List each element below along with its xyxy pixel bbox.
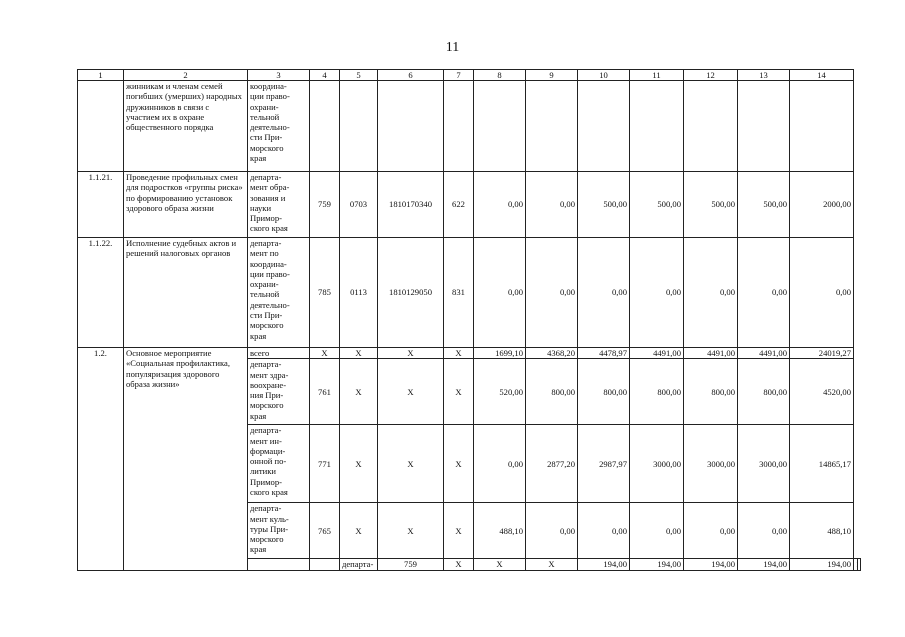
- value-cell: Х: [378, 425, 444, 503]
- value-cell: Х: [378, 503, 444, 559]
- responsible-cell: [340, 559, 378, 570]
- row-name-cell: Основное мероприятие «Социальная профилактика, популяризация здорового образа жизни»: [124, 348, 248, 571]
- column-header: 9: [526, 70, 578, 81]
- row-id-cell: 1.1.22.: [78, 238, 124, 348]
- responsible-line: охрани-: [250, 279, 279, 290]
- value-cell: 0,00: [684, 238, 738, 348]
- responsible-line: науки: [250, 202, 272, 213]
- value-cell: 2987,97: [578, 425, 630, 503]
- value-cell: [474, 81, 526, 172]
- row-id-cell: 1.2.: [78, 348, 124, 571]
- value-cell: Х: [340, 348, 378, 359]
- responsible-line: литики: [250, 466, 277, 477]
- value-cell: Х: [444, 503, 474, 559]
- responsible-line: воохране-: [250, 379, 287, 390]
- row-id-cell: [248, 559, 310, 570]
- responsible-line: департа-: [250, 425, 282, 436]
- responsible-line: тельной: [250, 289, 280, 300]
- value-cell: 0,00: [630, 238, 684, 348]
- value-cell: 761: [310, 359, 340, 425]
- value-cell: 0,00: [738, 503, 790, 559]
- value-cell: 0113: [340, 238, 378, 348]
- responsible-line: деятельно-: [250, 299, 290, 310]
- row-id-cell: 1.1.21.: [78, 172, 124, 238]
- page-number: 11: [445, 40, 460, 55]
- value-cell: Х: [340, 425, 378, 503]
- value-cell: 488,10: [790, 503, 854, 559]
- column-header: 11: [630, 70, 684, 81]
- value-cell: 194,00: [738, 559, 790, 570]
- value-cell: [738, 81, 790, 172]
- value-cell: 622: [444, 172, 474, 238]
- value-cell: 0,00: [684, 503, 738, 559]
- value-cell: Х: [444, 559, 474, 570]
- responsible-line: координа-: [250, 258, 287, 269]
- responsible-line: Примор-: [250, 476, 282, 487]
- value-cell: Х: [310, 348, 340, 359]
- column-header: 14: [790, 70, 854, 81]
- table-row: [78, 238, 861, 348]
- responsible-cell: [248, 81, 310, 172]
- value-cell: 194,00: [790, 559, 854, 570]
- value-cell: Х: [340, 359, 378, 425]
- value-cell: 800,00: [738, 359, 790, 425]
- value-cell: Х: [444, 359, 474, 425]
- value-cell: 520,00: [474, 359, 526, 425]
- responsible-line: тельной: [250, 111, 280, 122]
- table-row: [78, 81, 861, 172]
- value-cell: 785: [310, 238, 340, 348]
- responsible-line: края: [250, 544, 267, 555]
- value-cell: 1699,10: [474, 348, 526, 359]
- value-cell: 0,00: [474, 425, 526, 503]
- column-header: 12: [684, 70, 738, 81]
- responsible-cell: [248, 425, 310, 503]
- value-cell: 500,00: [684, 172, 738, 238]
- row-name-cell: [310, 559, 340, 570]
- value-cell: [790, 81, 854, 172]
- responsible-line: деятельно-: [250, 122, 290, 133]
- responsible-line: ции право-: [250, 268, 290, 279]
- value-cell: 1810170340: [378, 172, 444, 238]
- responsible-line: мент ин-: [250, 435, 282, 446]
- responsible-line: всего: [250, 348, 270, 358]
- value-cell: 0,00: [578, 238, 630, 348]
- column-header: 7: [444, 70, 474, 81]
- value-cell: 24019,27: [790, 348, 854, 359]
- value-cell: Х: [340, 503, 378, 559]
- value-cell: 831: [444, 238, 474, 348]
- responsible-line: края: [250, 330, 267, 341]
- value-cell: 0,00: [738, 238, 790, 348]
- value-cell: [444, 81, 474, 172]
- value-cell: 194,00: [684, 559, 738, 570]
- column-header: 1: [78, 70, 124, 81]
- responsible-line: департа-: [250, 503, 282, 514]
- responsible-line: ского края: [250, 223, 288, 234]
- value-cell: 0,00: [630, 503, 684, 559]
- column-header: 3: [248, 70, 310, 81]
- responsible-line: края: [250, 153, 267, 164]
- responsible-line: сти При-: [250, 310, 283, 321]
- value-cell: 0,00: [526, 503, 578, 559]
- value-cell: 759: [310, 172, 340, 238]
- column-header: 8: [474, 70, 526, 81]
- responsible-line: туры При-: [250, 523, 289, 534]
- value-cell: 2877,20: [526, 425, 578, 503]
- value-cell: 765: [310, 503, 340, 559]
- value-cell: [630, 81, 684, 172]
- responsible-line: департа-: [342, 559, 374, 570]
- value-cell: 0,00: [526, 172, 578, 238]
- responsible-line: мент по: [250, 248, 279, 259]
- value-cell: 2000,00: [790, 172, 854, 238]
- row-name-cell: жинникам и членам семей погибших (умерших) народных дружинников в связи с участием их в охране общественного порядка: [124, 81, 248, 172]
- value-cell: 759: [378, 559, 444, 570]
- column-header: 5: [340, 70, 378, 81]
- responsible-line: ции право-: [250, 91, 290, 102]
- column-header: 10: [578, 70, 630, 81]
- responsible-line: мент здра-: [250, 369, 289, 380]
- responsible-line: координа-: [250, 81, 287, 91]
- value-cell: 488,10: [474, 503, 526, 559]
- value-cell: [578, 81, 630, 172]
- value-cell: 4520,00: [790, 359, 854, 425]
- value-cell: 771: [310, 425, 340, 503]
- value-cell: 4491,00: [738, 348, 790, 359]
- responsible-cell: [248, 348, 310, 359]
- value-cell: [684, 81, 738, 172]
- column-header: 6: [378, 70, 444, 81]
- row-name-cell: Проведение профильных смен для подростков «группы риска» по формированию установок здорового образа жизни: [124, 172, 248, 238]
- responsible-line: формаци-: [250, 445, 286, 456]
- value-cell: 3000,00: [684, 425, 738, 503]
- responsible-line: мент обра-: [250, 182, 290, 193]
- responsible-line: ского края: [250, 487, 288, 498]
- value-cell: Х: [444, 348, 474, 359]
- value-cell: 194,00: [630, 559, 684, 570]
- responsible-line: охрани-: [250, 101, 279, 112]
- responsible-line: ния При-: [250, 390, 284, 401]
- value-cell: 500,00: [578, 172, 630, 238]
- value-cell: 0,00: [526, 238, 578, 348]
- responsible-line: департа-: [250, 238, 282, 248]
- value-cell: 0703: [340, 172, 378, 238]
- responsible-cell: [248, 359, 310, 425]
- responsible-cell: [248, 238, 310, 348]
- responsible-line: морского: [250, 142, 284, 153]
- column-header: 2: [124, 70, 248, 81]
- value-cell: 3000,00: [738, 425, 790, 503]
- value-cell: 4368,20: [526, 348, 578, 359]
- value-cell: Х: [378, 359, 444, 425]
- value-cell: 800,00: [684, 359, 738, 425]
- responsible-line: департа-: [250, 359, 282, 370]
- responsible-line: мент куль-: [250, 513, 289, 524]
- responsible-line: зования и: [250, 192, 286, 203]
- budget-table: [77, 69, 861, 571]
- value-cell: 4491,00: [630, 348, 684, 359]
- row-name-cell: Исполнение судебных актов и решений налоговых органов: [124, 238, 248, 348]
- value-cell: 500,00: [630, 172, 684, 238]
- value-cell: 14865,17: [790, 425, 854, 503]
- value-cell: 3000,00: [630, 425, 684, 503]
- table-row: [78, 172, 861, 238]
- responsible-line: морского: [250, 400, 284, 411]
- responsible-line: Примор-: [250, 213, 282, 224]
- value-cell: 800,00: [526, 359, 578, 425]
- column-header: 13: [738, 70, 790, 81]
- responsible-line: департа-: [250, 172, 282, 182]
- responsible-line: морского: [250, 534, 284, 545]
- value-cell: 4478,97: [578, 348, 630, 359]
- value-cell: 500,00: [738, 172, 790, 238]
- value-cell: Х: [378, 348, 444, 359]
- value-cell: 0,00: [474, 172, 526, 238]
- value-cell: 800,00: [578, 359, 630, 425]
- responsible-line: морского: [250, 320, 284, 331]
- responsible-line: края: [250, 410, 267, 421]
- value-cell: 800,00: [630, 359, 684, 425]
- value-cell: [310, 81, 340, 172]
- header-row: [78, 70, 861, 81]
- value-cell: 0,00: [790, 238, 854, 348]
- value-cell: [340, 81, 378, 172]
- table-row: [78, 348, 861, 359]
- column-header: 4: [310, 70, 340, 81]
- responsible-line: онной по-: [250, 456, 287, 467]
- value-cell: [857, 559, 861, 570]
- value-cell: Х: [526, 559, 578, 570]
- responsible-cell: [248, 172, 310, 238]
- value-cell: 4491,00: [684, 348, 738, 359]
- value-cell: [526, 81, 578, 172]
- value-cell: 1810129050: [378, 238, 444, 348]
- value-cell: [378, 81, 444, 172]
- value-cell: [854, 559, 858, 570]
- responsible-cell: [248, 503, 310, 559]
- value-cell: Х: [444, 425, 474, 503]
- row-id-cell: [78, 81, 124, 172]
- value-cell: 0,00: [578, 503, 630, 559]
- responsible-line: сти При-: [250, 132, 283, 143]
- value-cell: 194,00: [578, 559, 630, 570]
- value-cell: Х: [474, 559, 526, 570]
- value-cell: 0,00: [474, 238, 526, 348]
